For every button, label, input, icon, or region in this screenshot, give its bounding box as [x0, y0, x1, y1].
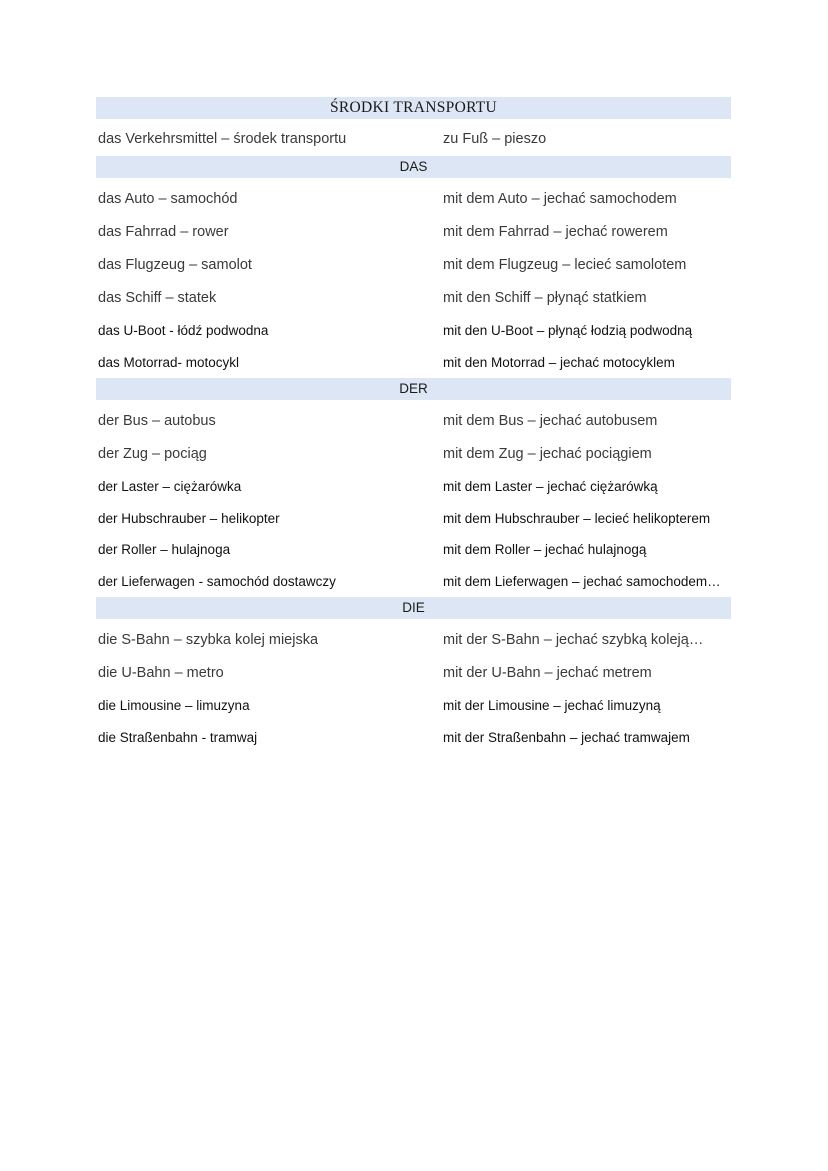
vocab-row: [96, 534, 731, 566]
vocab-noun: der Hubschrauber – helikopter: [98, 510, 280, 526]
vocab-row: [96, 624, 731, 657]
vocab-row: [96, 282, 731, 315]
vocab-phrase: mit dem Roller – jechać hulajnogą: [443, 542, 647, 557]
vocab-noun: die S-Bahn – szybka kolej miejska: [98, 632, 319, 648]
vocab-row: [96, 690, 731, 722]
vocab-noun: die Limousine – limuzyna: [98, 698, 250, 713]
vocab-phrase: mit dem Lieferwagen – jechać samochodem…: [443, 573, 721, 589]
section-header-der: DER: [96, 378, 731, 400]
vocab-noun: der Laster – ciężarówka: [98, 479, 242, 494]
intro-row: [96, 123, 731, 156]
vocab-phrase: mit den Motorrad – jechać motocyklem: [443, 354, 675, 370]
vocab-phrase: mit der Limousine – jechać limuzyną: [443, 698, 661, 713]
vocab-row: [96, 471, 731, 503]
vocab-row: [96, 249, 731, 282]
vocab-row: [96, 438, 731, 471]
vocab-phrase: mit dem Laster – jechać ciężarówką: [443, 479, 658, 494]
vocab-phrase: mit dem Zug – jechać pociągiem: [443, 446, 652, 462]
page-title: ŚRODKI TRANSPORTU: [96, 97, 731, 119]
vocab-phrase: mit dem Flugzeug – lecieć samolotem: [443, 257, 687, 273]
vocab-noun: das Schiff – statek: [98, 290, 217, 306]
vocab-noun: der Roller – hulajnoga: [98, 542, 231, 557]
vocab-phrase: mit dem Bus – jechać autobusem: [443, 413, 658, 429]
vocab-row: [96, 405, 731, 438]
vocab-row: [96, 722, 731, 754]
vocab-row: [96, 183, 731, 216]
vocab-noun: der Lieferwagen - samochód dostawczy: [98, 573, 336, 589]
section-header-die: DIE: [96, 597, 731, 619]
vocab-noun: der Bus – autobus: [98, 413, 216, 429]
vocab-phrase: mit dem Hubschrauber – lecieć helikopterem: [443, 510, 711, 526]
vocab-noun: das Fahrrad – rower: [98, 224, 229, 240]
vocab-phrase: mit den U-Boot – płynąć łodzią podwodną: [443, 323, 693, 338]
vocab-phrase: mit dem Auto – jechać samochodem: [443, 191, 677, 207]
vocab-noun: die Straßenbahn - tramwaj: [98, 729, 258, 745]
vocab-row: [96, 566, 731, 598]
vocab-phrase: mit der Straßenbahn – jechać tramwajem: [443, 729, 690, 745]
vocab-noun: das Motorrad- motocykl: [98, 354, 240, 370]
vocab-noun: das U-Boot - łódź podwodna: [98, 323, 269, 338]
vocab-noun: das Auto – samochód: [98, 191, 238, 207]
intro-left: das Verkehrsmittel – środek transportu: [98, 131, 347, 147]
vocab-phrase: mit den Schiff – płynąć statkiem: [443, 290, 647, 306]
vocab-phrase: mit der U-Bahn – jechać metrem: [443, 665, 652, 681]
vocab-row: [96, 657, 731, 690]
vocab-noun: der Zug – pociąg: [98, 446, 207, 462]
vocab-row: [96, 503, 731, 535]
vocab-row: [96, 315, 731, 347]
vocab-row: [96, 347, 731, 379]
vocab-noun: die U-Bahn – metro: [98, 665, 224, 681]
section-header-das: DAS: [96, 156, 731, 178]
vocabulary-sheet: [96, 97, 731, 753]
intro-right: zu Fuß – pieszo: [443, 131, 547, 147]
vocab-phrase: mit dem Fahrrad – jechać rowerem: [443, 224, 668, 240]
vocab-row: [96, 216, 731, 249]
vocab-phrase: mit der S-Bahn – jechać szybką koleją…: [443, 632, 704, 648]
vocab-noun: das Flugzeug – samolot: [98, 257, 252, 273]
